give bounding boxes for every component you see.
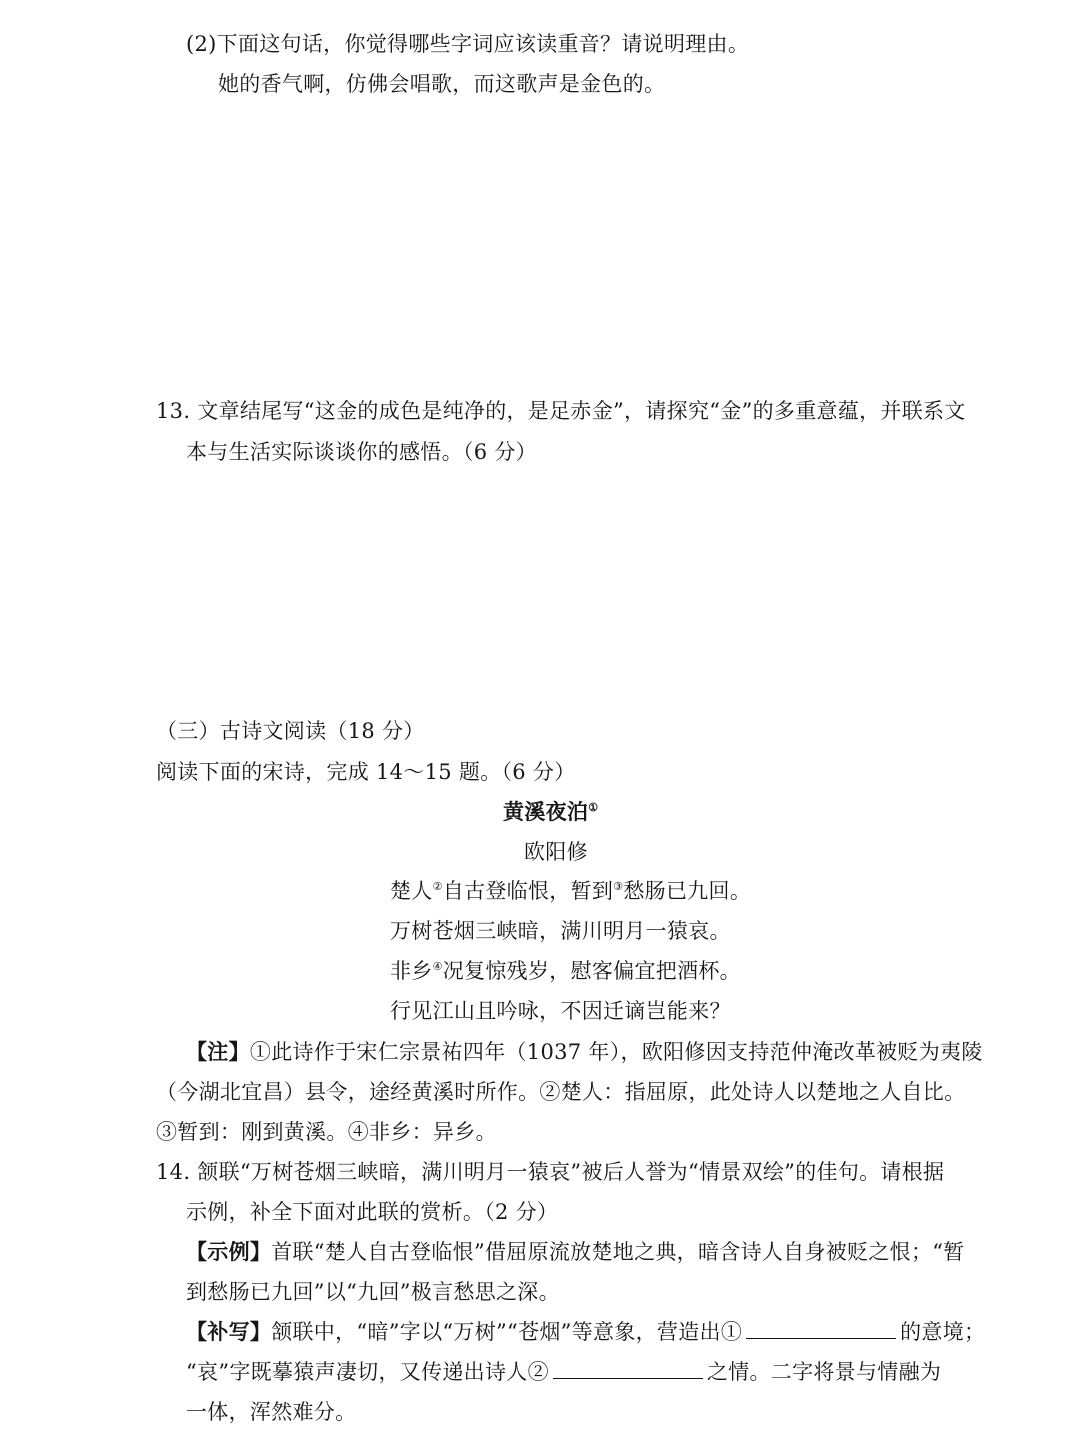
example-line-1 [186,1237,965,1267]
fill-line-2 [186,1357,941,1387]
poem-line-3-part-b: 况复惊残岁，慰客偏宜把酒杯。 [442,959,741,983]
poem-title-text: 黄溪夜泊 [503,799,589,824]
question-14-line-2: 示例，补全下面对此联的赏析。（2 分） [186,1200,559,1224]
footnote-marker: ④ [432,960,443,973]
poem-line-1-part-a: 楚人 [390,879,433,903]
section-heading: （三）古诗文阅读（18 分） [156,719,425,743]
example-label: 【示例】 [186,1239,272,1264]
question-12-2-prompt: (2)下面这句话，你觉得哪些字词应该读重音？请说明理由。 [186,32,750,56]
poem-line-2: 万树苍烟三峡暗，满川明月一猿哀。 [390,919,731,943]
poem-title [503,797,598,827]
notes-line-2: （今湖北宜昌）县令，途经黄溪时所作。②楚人：指屈原，此处诗人以楚地之人自比。 [156,1080,966,1104]
fill-label: 【补写】 [186,1319,272,1344]
poem-line-1-part-b: 自古登临恨，暂到 [442,879,614,903]
section-instruction: 阅读下面的宋诗，完成 14～15 题。（6 分） [156,760,576,784]
poem-line-4: 行见江山且吟咏，不因迁谪岂能来？ [390,999,731,1023]
poem-line-3-part-a: 非乡 [390,959,433,983]
notes-text-1: ①此诗作于宋仁宗景祐四年（1037 年），欧阳修因支持范仲淹改革被贬为夷陵 [249,1040,983,1064]
answer-blank-2[interactable] [553,1358,703,1379]
question-13-line-1: 13. 文章结尾写“这金的成色是纯净的，是足赤金”，请探究“金”的多重意蕴，并联系文 [156,399,966,423]
footnote-marker: ② [432,880,443,893]
poem-author: 欧阳修 [524,840,588,864]
poem-line-3 [390,956,741,986]
question-13-line-2: 本与生活实际谈谈你的感悟。（6 分） [186,440,537,464]
notes-line-1 [186,1037,983,1067]
example-line-2: 到愁肠已九回”以“九回”极言愁思之深。 [186,1280,560,1304]
fill-text-2b: 之情。二字将景与情融为 [706,1360,942,1384]
footnote-marker: ③ [613,880,624,893]
fill-text-1b: 的意境； [900,1320,986,1344]
example-text-1: 首联“楚人自古登临恨”借屈原流放楚地之典，暗含诗人自身被贬之恨；“暂 [271,1240,965,1264]
fill-line-1 [186,1317,985,1347]
answer-blank-1[interactable] [746,1318,896,1339]
question-12-2-sentence: 她的香气啊，仿佛会唱歌，而这歌声是金色的。 [218,72,666,96]
fill-text-1a: 颔联中，“暗”字以“万树”“苍烟”等意象，营造出① [271,1320,743,1344]
poem-line-1 [390,876,751,906]
notes-label: 【注】 [186,1039,250,1064]
notes-line-3: ③暂到：刚到黄溪。④非乡：异乡。 [156,1120,497,1144]
fill-line-3: 一体，浑然难分。 [186,1400,357,1424]
fill-text-2a: “哀”字既摹猿声凄切，又传递出诗人② [186,1360,549,1384]
footnote-marker: ① [588,801,599,814]
poem-line-1-part-c: 愁肠已九回。 [623,879,752,903]
question-14-line-1: 14. 颔联“万树苍烟三峡暗，满川明月一猿哀”被后人誉为“情景双绘”的佳句。请根据 [156,1160,945,1184]
